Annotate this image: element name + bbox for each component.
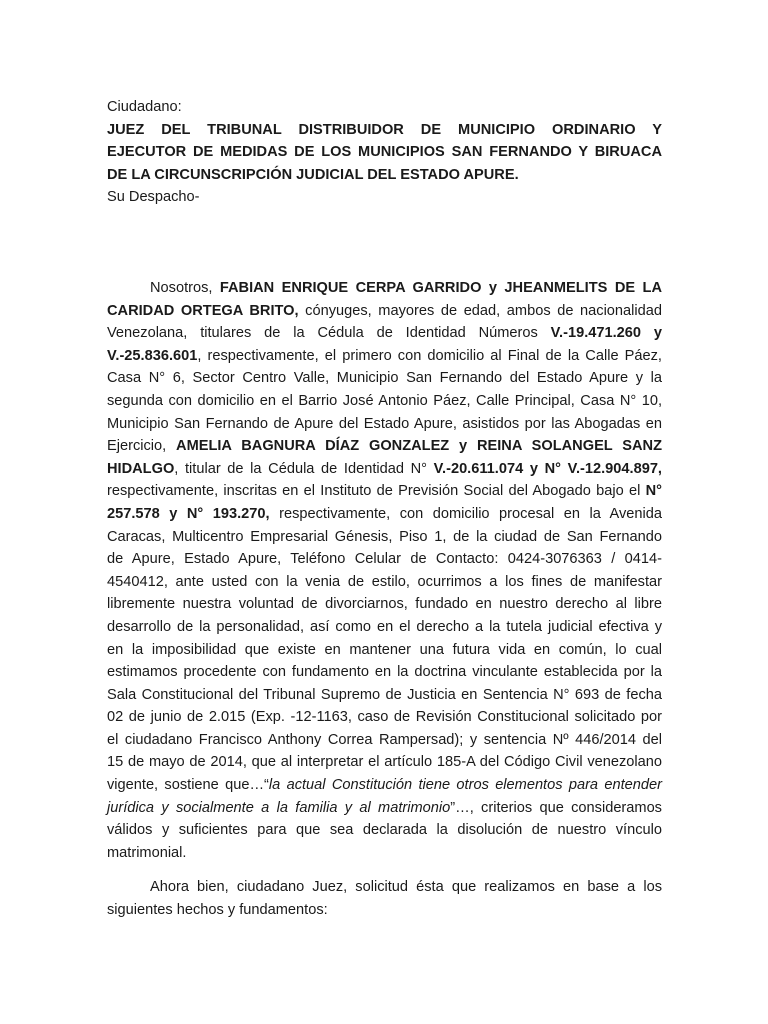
text-line: estimamos procedente con fundamento en la doctrina vinculante establecida por la bbox=[107, 664, 662, 681]
party-names: CARIDAD ORTEGA BRITO, bbox=[107, 302, 299, 319]
id-number: V.-25.836.601 bbox=[107, 347, 198, 364]
text-line bbox=[107, 322, 662, 345]
text-run: Venezolana, titulares de la Cédula de Identidad Números bbox=[107, 325, 551, 342]
text-line: Sala Constitucional del Tribunal Supremo de Justicia en Sentencia N° 693 de fecha bbox=[107, 686, 662, 703]
text-run: respectivamente, con domicilio procesal en la Avenida bbox=[269, 505, 663, 522]
lawyer-names: HIDALGO bbox=[107, 460, 175, 477]
text-line bbox=[107, 300, 662, 323]
text-line: siguientes hechos y fundamentos: bbox=[107, 901, 328, 918]
text-line: Caracas, Multicentro Empresarial Génesis, Piso 1, de la ciudad de San Fernando bbox=[107, 528, 662, 545]
paragraph-intro bbox=[107, 277, 662, 864]
text-line: libremente nuestra voluntad de divorciarnos, fundado en nuestro derecho al libre bbox=[107, 596, 662, 613]
text-run: , respectivamente, el primero con domicilio al Final de la Calle Páez, bbox=[197, 347, 662, 364]
text-line bbox=[107, 480, 662, 503]
registry-number: N° bbox=[645, 483, 662, 500]
text-line: 4540412, ante usted con la venia de estilo, ocurrimos a los fines de manifestar bbox=[107, 573, 662, 590]
addressee-line: DE LA CIRCUNSCRIPCIÓN JUDICIAL DEL ESTADO APURE. bbox=[107, 166, 519, 183]
text-line: segunda con domicilio en el Barrio José Antonio Páez, Calle Principal, Casa N° 10, bbox=[107, 392, 662, 409]
text-line bbox=[107, 435, 662, 458]
text-line: desarrollo de la personalidad, así como en el derecho a la tutela judicial efectiva y bbox=[107, 618, 662, 635]
paragraph-facts bbox=[107, 876, 662, 921]
text-run: ”…, criterios que consideramos bbox=[450, 799, 662, 816]
addressee-line: JUEZ DEL TRIBUNAL DISTRIBUIDOR DE MUNICIPIO ORDINARIO Y bbox=[107, 121, 662, 138]
text-line: Ahora bien, ciudadano Juez, solicitud ésta que realizamos en base a los bbox=[150, 879, 662, 895]
text-run: respectivamente, inscritas en el Instituto de Previsión Social del Abogado bajo el bbox=[107, 483, 646, 500]
text-line bbox=[107, 345, 662, 368]
text-line: de Apure, Estado Apure, Teléfono Celular de Contacto: 0424-3076363 / 0414- bbox=[107, 551, 662, 568]
quotation: la actual Constitución tiene otros elementos para entender bbox=[268, 777, 662, 794]
text-line bbox=[107, 277, 662, 300]
quotation: jurídica y socialmente a la familia y al matrimonio bbox=[107, 799, 451, 816]
closing-line: Su Despacho- bbox=[107, 189, 200, 206]
registry-number: 257.578 y N° 193.270, bbox=[107, 505, 270, 522]
text-run: Ejercicio, bbox=[107, 438, 177, 455]
text-line: 15 de mayo de 2014, que al interpretar el artículo 185-A del Código Civil venezolano bbox=[107, 754, 662, 771]
text-line: el ciudadano Francisco Anthony Correa Rampersad); y sentencia Nº 446/2014 del bbox=[107, 731, 662, 748]
text-line: en la imposibilidad que existe en mantener una futura vida en común, lo cual bbox=[107, 641, 662, 658]
addressee-line: EJECUTOR DE MEDIDAS DE LOS MUNICIPIOS SAN FERNANDO Y BIRUACA bbox=[107, 144, 662, 161]
text-run: vigente, sostiene que…“ bbox=[107, 777, 269, 794]
text-line: matrimonial. bbox=[107, 844, 187, 861]
party-names: FABIAN ENRIQUE CERPA GARRIDO y JHEANMELITS DE LA bbox=[219, 280, 662, 296]
text-line bbox=[107, 797, 662, 820]
text-line bbox=[107, 458, 662, 481]
salutation: Ciudadano: bbox=[107, 99, 182, 115]
text-line: válidos y suficientes para que sea declarada la disolución de nuestro vínculo bbox=[107, 822, 662, 839]
text-line bbox=[107, 774, 662, 797]
text-run: cónyuges, mayores de edad, ambos de nacionalidad bbox=[298, 302, 662, 319]
id-number: V.-20.611.074 y N° V.-12.904.897, bbox=[433, 460, 662, 477]
text-line: Casa N° 6, Sector Centro Valle, Municipio San Fernando del Estado Apure y la bbox=[107, 370, 662, 387]
text-run: Nosotros, bbox=[150, 280, 220, 296]
text-line: 02 de junio de 2.015 (Exp. -12-1163, caso de Revisión Constitucional solicitado por bbox=[107, 709, 662, 726]
text-line: Municipio San Fernando de Apure del Estado Apure, asistidos por las Abogadas en bbox=[107, 415, 662, 432]
text-line bbox=[107, 503, 662, 526]
text-run: , titular de la Cédula de Identidad N° bbox=[174, 460, 434, 477]
id-number: V.-19.471.260 y bbox=[550, 325, 662, 342]
letter-header bbox=[107, 96, 662, 209]
lawyer-names: AMELIA BAGNURA DÍAZ GONZALEZ y REINA SOLANGEL SANZ bbox=[176, 438, 662, 455]
